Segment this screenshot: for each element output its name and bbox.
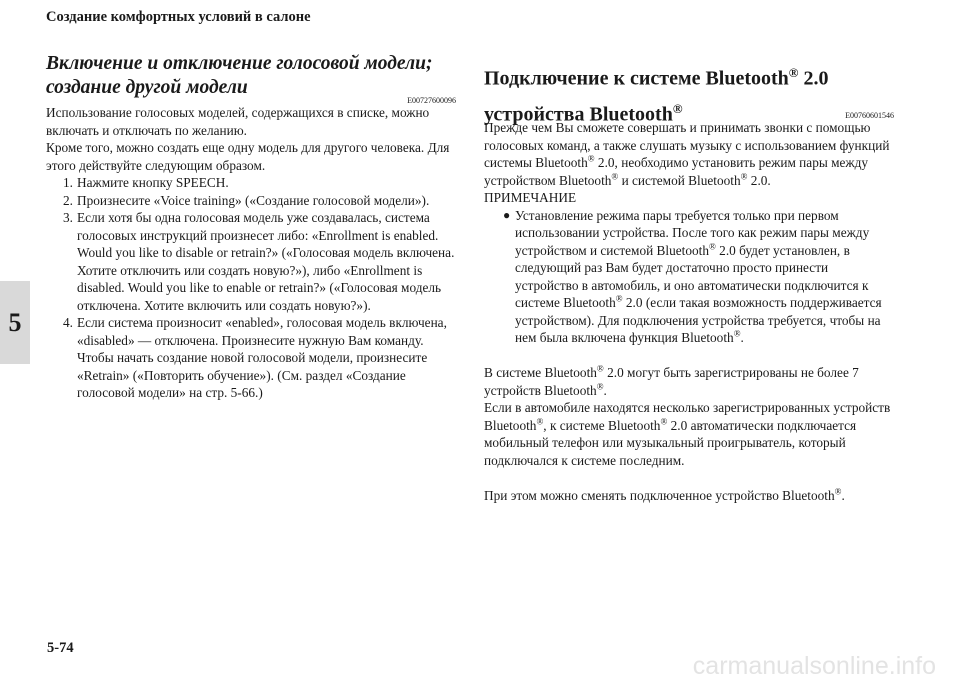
step-item: [46, 314, 456, 402]
left-section-title: Включение и отключение голосовой модели; создание другой модели: [46, 53, 433, 98]
step-text: Нажмите кнопку SPEECH.: [77, 175, 229, 190]
step-number: 4.: [63, 315, 73, 330]
step-text: Произнесите «Voice training» («Создание голосовой модели»).: [77, 192, 430, 208]
right-paragraph: При этом можно сменять подключенное устройство Bluetooth®.: [484, 486, 845, 503]
right-paragraph: Если в автомобиле находятся несколько зарегистрированных устройств Bluetooth®, к системе Bluetooth® 2.0 автоматически подключается мобильный телефон или музыкальный проигрыватель, который подключался к системе последним.: [484, 400, 891, 468]
page-number: 5-74: [47, 640, 74, 656]
left-section-body: [46, 104, 456, 402]
watermark: carmanualsonline.info: [692, 652, 936, 680]
right-section-title: Подключение к системе Bluetooth® 2.0 устройства Bluetooth®: [484, 65, 829, 126]
right-section-code: E00760601546: [845, 111, 894, 120]
right-paragraph: Прежде чем Вы сможете совершать и принимать звонки с помощью голосовых команд, а также слушать музыку с использованием функций системы Bluetooth® 2.0, необходимо установить режим пары между устройством Bluetooth® и системой Bluetooth® 2.0.: [484, 120, 890, 188]
note-label: ПРИМЕЧАНИЕ: [484, 190, 577, 205]
step-text: Если хотя бы одна голосовая модель уже создавалась, система голосовых инструкций произнесет либо: «Enrollment is enabled. Would you like to disable or retrain?» («Голосовая модель включена. Хотите отключить или создать новую?»), либо «Enrollment is disabled. Would you like to enable or retrain?» («Голосовая модель отключена. Хотите включить или создать новую?»).: [77, 210, 455, 313]
step-number: 3.: [63, 210, 73, 225]
step-item: [46, 209, 456, 314]
right-paragraph: В системе Bluetooth® 2.0 могут быть зарегистрированы не более 7 устройств Bluetooth®.: [484, 363, 859, 398]
step-text: Если система произносит «enabled», голосовая модель включена, «disabled» — отключена. Произнесите нужную Вам команду.: [77, 315, 447, 348]
step-number: 2.: [63, 192, 73, 208]
step-number: 1.: [63, 175, 73, 190]
right-section-body: [484, 119, 894, 504]
chapter-tab: [0, 281, 30, 364]
steps-list: [46, 174, 456, 402]
note-item: ● Установление режима пары требуется только при первом использовании устройства. После того как режим пары между устройством и системой Bluetooth® 2.0 будет установлен, в следующий раз Вам будет достаточно просто принести устройство в автомобиль, и оно автоматически подключится к системе Bluetooth® 2.0 (если такая возможность поддерживается устройством). Для подключения устройства требуется, чтобы на нем была включена функция Bluetooth®.: [503, 207, 882, 345]
bullet-icon: ●: [503, 207, 511, 222]
step-extra-text: Чтобы начать создание новой голосовой модели, произнесите «Retrain» («Повторить обучение»). (См. раздел «Создание голосовой модели» на стр. 5-66.): [77, 350, 428, 400]
left-intro-paragraph: Использование голосовых моделей, содержащихся в списке, можно включать и отключать по желанию.: [46, 105, 430, 138]
step-item: [46, 174, 456, 192]
left-section-code: E00727600096: [407, 96, 456, 105]
left-intro-paragraph: Кроме того, можно создать еще одну модель для другого человека. Для этого действуйте следующим образом.: [46, 140, 450, 173]
chapter-number: 5: [8, 308, 22, 337]
running-header: Создание комфортных условий в салоне: [46, 9, 311, 25]
step-item: [46, 192, 456, 210]
